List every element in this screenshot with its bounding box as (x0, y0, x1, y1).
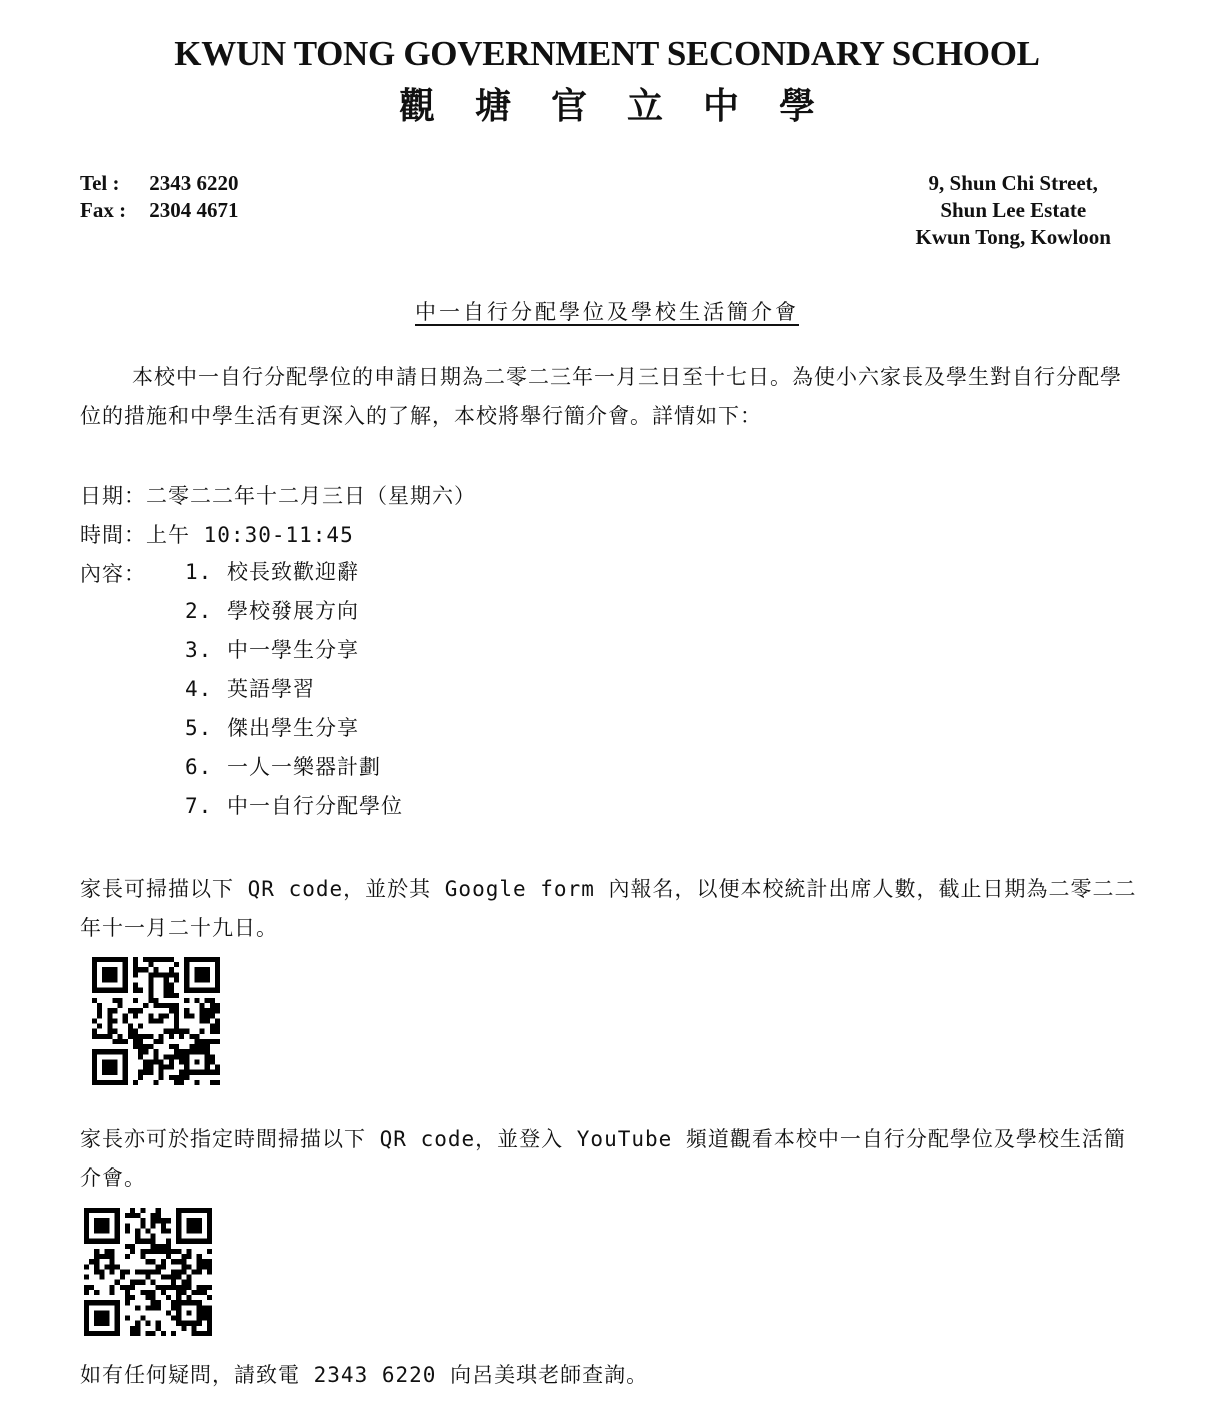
agenda-item (185, 558, 403, 597)
address-line-2: Shun Lee Estate (940, 198, 1087, 222)
intro-paragraph: 本校中一自行分配學位的申請日期為二零二三年一月三日至十七日。為使小六家長及學生對自行分配學位的措施和中學生活有更深入的了解，本校將舉行簡介會。詳情如下： (80, 365, 1122, 428)
youtube-paragraph: 家長亦可於指定時間掃描以下 QR code，並登入 YouTube 頻道觀看本校中一自行分配學位及學校生活簡介會。 (80, 1127, 1126, 1190)
content-label: 內容： (80, 562, 146, 586)
agenda-item-text: 中一自行分配學位 (227, 794, 403, 818)
agenda-item-text: 英語學習 (227, 677, 315, 701)
contact-numbers (80, 170, 239, 224)
agenda-item (185, 636, 403, 675)
agenda-list (185, 558, 403, 831)
registration-qr-code[interactable] (92, 957, 220, 1085)
agenda-item-number: 3. (185, 638, 213, 662)
agenda-item (185, 597, 403, 636)
school-name-zh: 觀塘官立中學 (398, 85, 855, 127)
fax-value: 2304 4671 (149, 198, 239, 222)
agenda-item-number: 7. (185, 794, 213, 818)
agenda-item-number: 6. (185, 755, 213, 779)
agenda-item (185, 753, 403, 792)
address-line-1: 9, Shun Chi Street, (928, 171, 1098, 195)
agenda-item-number: 4. (185, 677, 213, 701)
registration-paragraph: 家長可掃描以下 QR code，並於其 Google form 內報名，以便本校統計出席人數，截止日期為二零二二年十一月二十九日。 (80, 877, 1137, 940)
tel-row (80, 170, 239, 197)
agenda-item-number: 1. (185, 560, 213, 584)
agenda-item-number: 2. (185, 599, 213, 623)
school-name-en: KWUN TONG GOVERNMENT SECONDARY SCHOOL (174, 34, 1040, 73)
agenda-item (185, 675, 403, 714)
tel-label: Tel : (80, 171, 120, 195)
fax-label: Fax : (80, 198, 127, 222)
agenda-item-text: 學校發展方向 (227, 599, 359, 623)
document-title (0, 296, 1214, 326)
youtube-qr-code[interactable] (84, 1208, 212, 1336)
enquiry-paragraph: 如有任何疑問，請致電 2343 6220 向呂美琪老師查詢。 (80, 1363, 649, 1387)
fax-row (80, 197, 239, 224)
agenda-item-text: 中一學生分享 (227, 638, 359, 662)
event-date: 日期：二零二二年十二月三日（星期六） (80, 484, 476, 508)
agenda-item (185, 714, 403, 753)
agenda-item-number: 5. (185, 716, 213, 740)
address-line-3: Kwun Tong, Kowloon (915, 225, 1111, 249)
tel-value: 2343 6220 (149, 171, 239, 195)
agenda-item (185, 792, 403, 831)
agenda-item-text: 校長致歡迎辭 (227, 560, 359, 584)
event-time: 時間：上午 10:30-11:45 (80, 523, 354, 547)
document-title-text: 中一自行分配學位及學校生活簡介會 (415, 300, 799, 324)
school-address (915, 170, 1111, 251)
agenda-item-text: 傑出學生分享 (227, 716, 359, 740)
agenda-item-text: 一人一樂器計劃 (227, 755, 381, 779)
